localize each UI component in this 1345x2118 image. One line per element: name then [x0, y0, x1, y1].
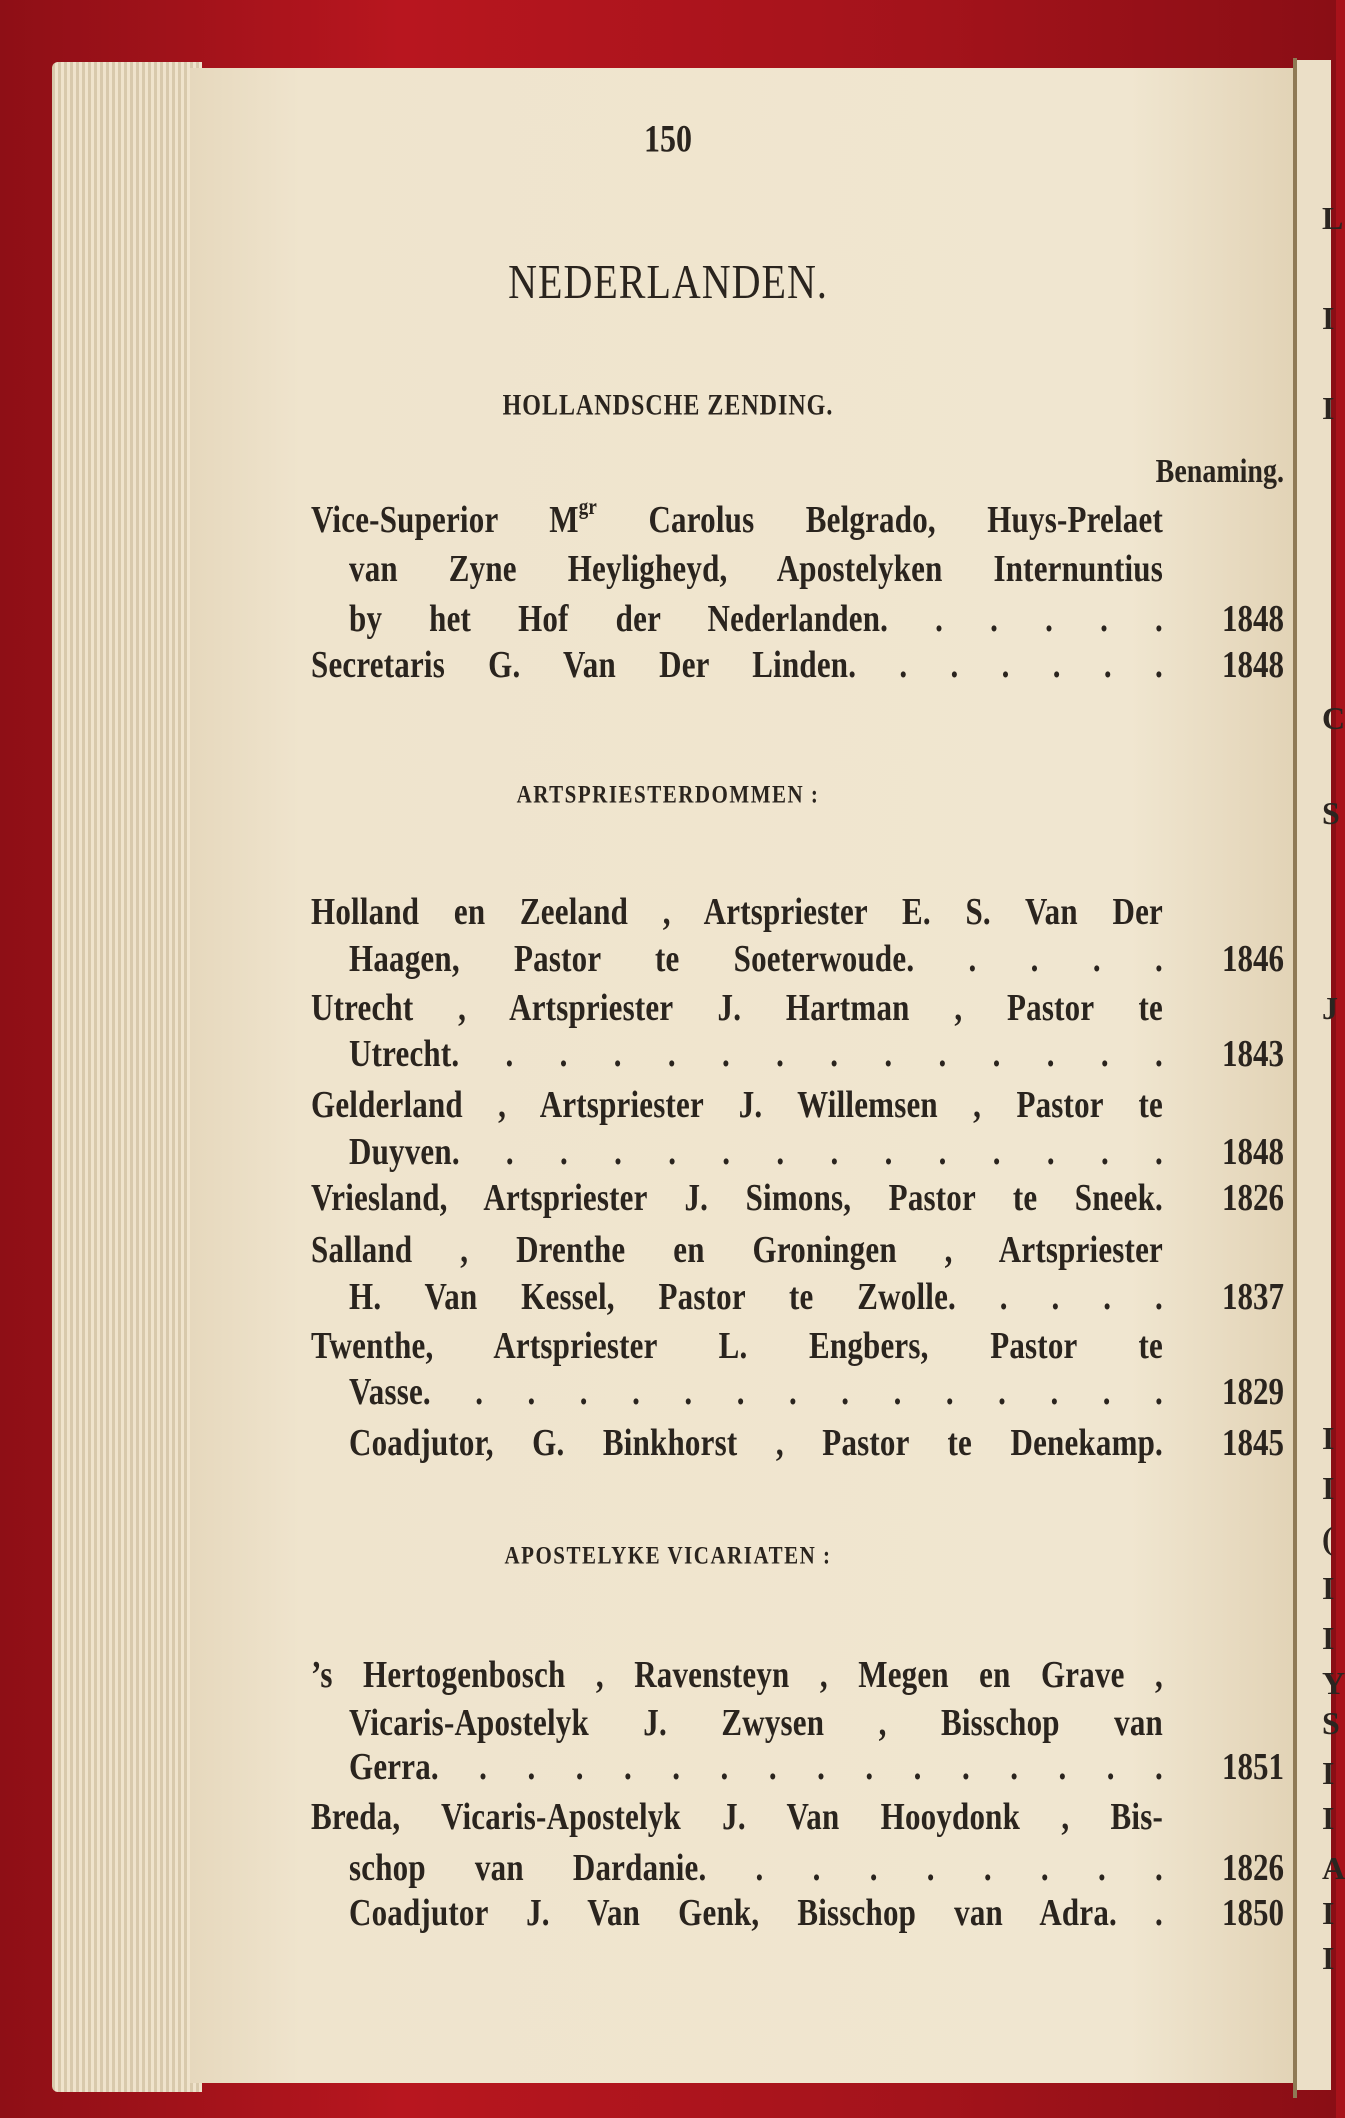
mission-line: van Zyne Heyligheyd, Apostelyken Internuntius [349, 547, 1163, 590]
next-page-letter-fragment: I [1322, 390, 1335, 426]
entry-line: Coadjutor J. Van Genk, Bisschop van Adra. . [349, 1891, 1163, 1934]
next-page-letter-fragment: I [1322, 1940, 1335, 1976]
entry-line: Gelderland , Artspriester J. Willemsen , Pastor te [311, 1083, 1163, 1126]
entry-line: schop van Dardanie. . . . . . . . . [349, 1846, 1163, 1889]
year: 1843 [1222, 1032, 1284, 1075]
next-page-letter-fragment: I [1322, 1800, 1335, 1836]
year: 1848 [1222, 597, 1284, 640]
archpriest-heading: ARTSPRIESTERDOMMEN : [516, 779, 820, 809]
entry-line: Haagen, Pastor te Soeterwoude. . . . . [349, 937, 1163, 980]
page-edges-stack [52, 62, 202, 2092]
entry-line: Duyven. . . . . . . . . . . . . . [349, 1130, 1163, 1173]
vicariate-heading: APOSTELYKE VICARIATEN : [504, 1540, 832, 1570]
entry-line: Breda, Vicaris-Apostelyk J. Van Hooydonk , Bis- [311, 1795, 1163, 1838]
next-page-letter-fragment: I [1322, 1755, 1335, 1791]
entry-line: Salland , Drenthe en Groningen , Artspriester [311, 1228, 1163, 1271]
entry-line: Coadjutor, G. Binkhorst , Pastor te Denekamp. [349, 1421, 1163, 1464]
mission-line: by het Hof der Nederlanden. . . . . . [349, 597, 1163, 640]
next-page-letter-fragment: I [1322, 300, 1335, 336]
next-page-letter-fragment: Y [1322, 1665, 1345, 1701]
next-page-letter-fragment: I [1322, 1470, 1335, 1506]
book-spine [1293, 58, 1297, 2098]
entry-line: Vicaris-Apostelyk J. Zwysen , Bisschop van [349, 1701, 1163, 1744]
section-heading: HOLLANDSCHE ZENDING. [502, 390, 834, 422]
entry-line: Vasse. . . . . . . . . . . . . . . [349, 1370, 1163, 1413]
entry-line: Gerra. . . . . . . . . . . . . . . . [349, 1745, 1163, 1788]
next-page-letter-fragment: C [1322, 700, 1345, 736]
page-title: NEDERLANDEN. [508, 254, 828, 309]
entry-line: ’s Hertogenbosch , Ravensteyn , Megen en Grave , [311, 1653, 1163, 1696]
next-page-letter-fragment: S [1322, 1705, 1340, 1741]
entry-line: Utrecht , Artspriester J. Hartman , Pastor te [311, 986, 1163, 1029]
next-page-letter-fragment: I [1322, 1895, 1335, 1931]
year: 1845 [1222, 1421, 1284, 1464]
year: 1848 [1222, 1130, 1284, 1173]
year: 1846 [1222, 937, 1284, 980]
next-page-letter-fragment: I [1322, 1570, 1335, 1606]
next-page-letter-fragment: J [1322, 990, 1338, 1026]
entry-line: Utrecht. . . . . . . . . . . . . . [349, 1032, 1163, 1075]
next-page-letter-fragment: S [1322, 795, 1340, 831]
page-number: 150 [644, 115, 692, 160]
entry-line: H. Van Kessel, Pastor te Zwolle. . . . . [349, 1275, 1163, 1318]
year: 1826 [1222, 1176, 1284, 1219]
next-page-letter-fragment: A [1322, 1850, 1345, 1886]
next-page-letter-fragment: ( [1322, 1520, 1333, 1556]
year: 1826 [1222, 1846, 1284, 1889]
entry-line: Holland en Zeeland , Artspriester E. S. Van Der [311, 890, 1163, 933]
next-page-letter-fragment: I [1322, 1420, 1335, 1456]
year: 1848 [1222, 643, 1284, 686]
column-header: Benaming. [1155, 452, 1284, 491]
mission-line: Vice-Superior $M^{gr}$ Carolus Belgrado, Huys-Prelaet [311, 494, 1163, 541]
year: 1829 [1222, 1370, 1284, 1413]
year: 1837 [1222, 1275, 1284, 1318]
entry-line: Vriesland, Artspriester J. Simons, Pastor te Sneek. [311, 1176, 1163, 1219]
entry-line: Twenthe, Artspriester L. Engbers, Pastor te [311, 1324, 1163, 1367]
year: 1850 [1222, 1891, 1284, 1934]
next-page-letter-fragment: L [1322, 200, 1344, 236]
mission-line: Secretaris G. Van Der Linden. . . . . . . [311, 643, 1163, 686]
year: 1851 [1222, 1745, 1284, 1788]
next-page-letter-fragment: I [1322, 1620, 1335, 1656]
